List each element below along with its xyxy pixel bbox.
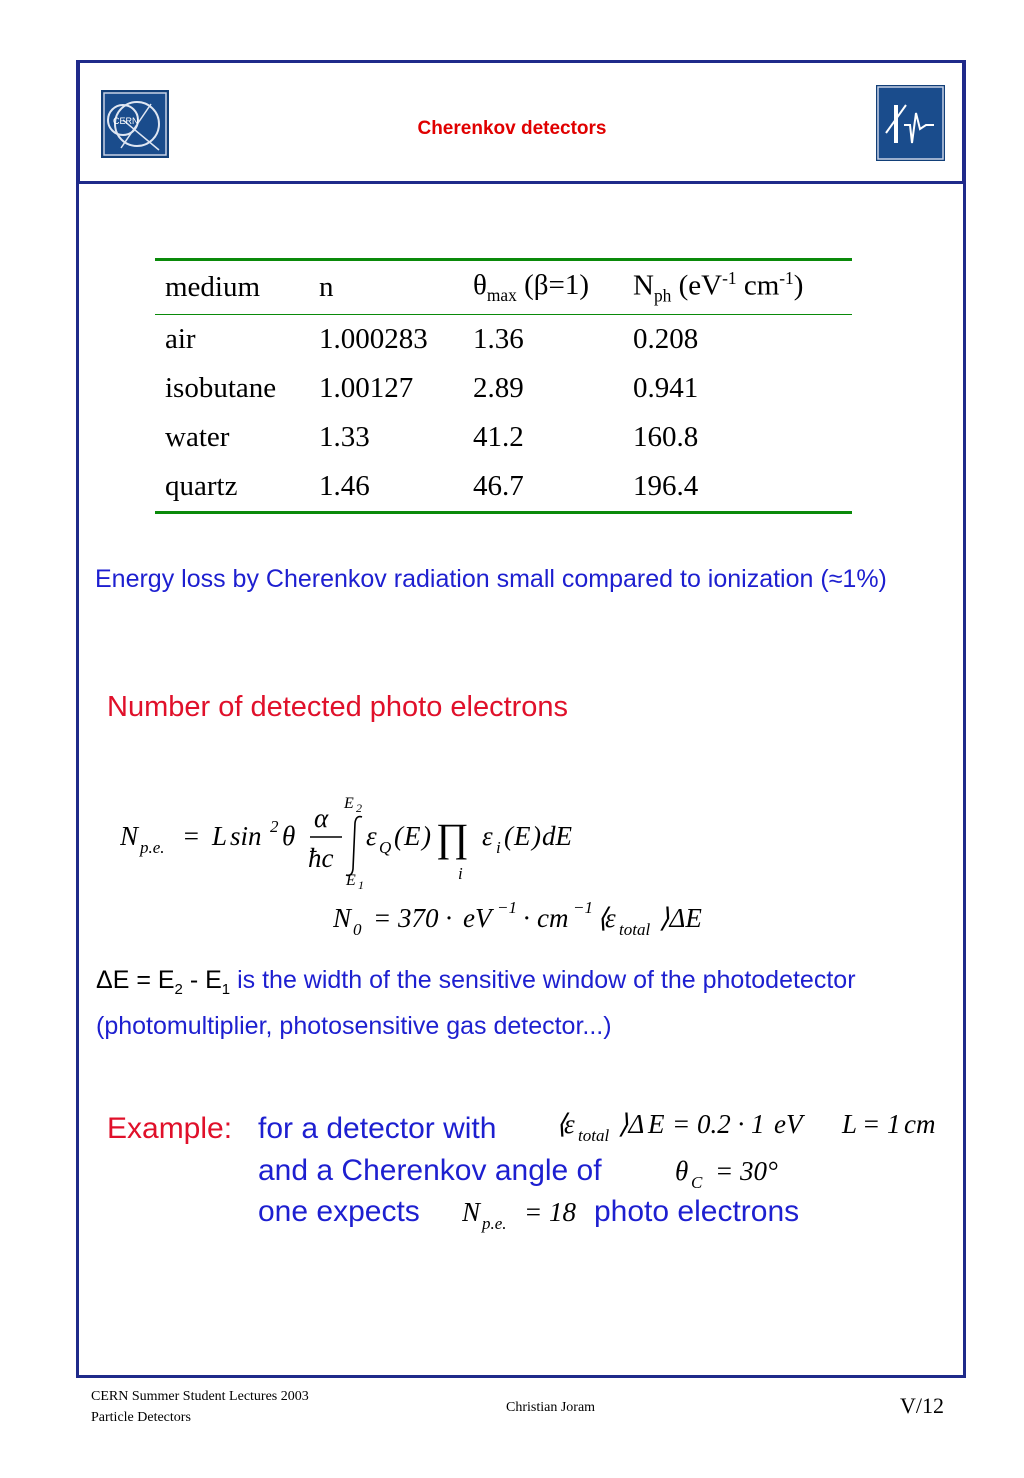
cell-medium: water: [165, 421, 230, 453]
svg-text:sin: sin: [230, 821, 262, 851]
cell-medium: isobutane: [165, 372, 277, 404]
svg-text:α: α: [314, 803, 329, 833]
cell-theta: 41.2: [473, 421, 524, 453]
svg-text:⟨: ⟨: [556, 1109, 567, 1139]
svg-text:p.e.: p.e.: [482, 1214, 507, 1233]
cell-theta: 2.89: [473, 372, 524, 404]
example-line-3-end: photo electrons: [594, 1195, 800, 1228]
cell-theta: 46.7: [473, 470, 524, 502]
energy-loss-text: Energy loss by Cherenkov radiation small compared to ionization (≈1%): [95, 565, 887, 593]
table-row: [155, 413, 852, 462]
svg-text:E: E: [404, 821, 421, 851]
example-formula-2: [675, 1152, 795, 1196]
svg-text:Q: Q: [379, 838, 392, 857]
header-n: n: [319, 271, 334, 303]
svg-text:L: L: [842, 1109, 858, 1139]
svg-text:∏: ∏: [436, 815, 469, 860]
svg-text:L: L: [212, 821, 228, 851]
svg-text:ħc: ħc: [308, 843, 334, 873]
svg-text:total: total: [578, 1126, 610, 1145]
cell-n: 1.33: [319, 421, 370, 453]
n0-formula: [333, 895, 733, 945]
cell-nph: 0.941: [633, 372, 699, 404]
footer-subject: Particle Detectors: [91, 1410, 191, 1425]
svg-text:eV: eV: [774, 1109, 803, 1139]
svg-text:⟩ΔE: ⟩ΔE: [659, 903, 702, 933]
svg-text:ε: ε: [564, 1109, 575, 1139]
cell-n: 1.000283: [319, 323, 428, 355]
svg-text:E: E: [346, 872, 356, 889]
cell-medium: air: [165, 323, 196, 355]
table-row: [155, 364, 852, 413]
svg-text:(: (: [394, 821, 403, 851]
svg-text:= 30°: = 30°: [715, 1156, 778, 1186]
cell-nph: 196.4: [633, 470, 699, 502]
photo-electrons-heading: Number of detected photo electrons: [107, 691, 569, 723]
svg-text:p.e.: p.e.: [140, 838, 165, 857]
footer-author: Christian Joram: [506, 1400, 596, 1415]
page-number: V/12: [900, 1393, 944, 1418]
svg-text:): ): [422, 821, 431, 851]
svg-text:=: =: [182, 821, 201, 851]
svg-text:ε: ε: [605, 903, 616, 933]
cell-nph: 0.208: [633, 323, 699, 355]
cell-nph: 160.8: [633, 421, 699, 453]
svg-text:·: ·: [523, 903, 530, 933]
svg-text:C: C: [691, 1173, 703, 1192]
cell-theta: 1.36: [473, 323, 524, 355]
svg-text:ε: ε: [482, 821, 493, 851]
delta-e-paragraph: [96, 962, 956, 1045]
cell-n: 1.46: [319, 470, 370, 502]
svg-text:⟨: ⟨: [597, 903, 608, 933]
svg-text:0: 0: [353, 920, 362, 939]
delta-e-description: is the width of the sensitive window of the photodetector (photomultiplier, photosensitive gas detector...): [96, 966, 856, 1040]
svg-text:cm: cm: [537, 903, 569, 933]
svg-text:(: (: [504, 821, 513, 851]
svg-text:i: i: [496, 838, 501, 857]
table-header-row: [155, 260, 852, 315]
refractive-index-table: [155, 258, 852, 514]
svg-text:= 370 ·: = 370 ·: [373, 903, 452, 933]
svg-text:total: total: [619, 920, 651, 939]
svg-text:ε: ε: [366, 821, 377, 851]
svg-text:= 18: = 18: [524, 1197, 576, 1227]
footer-left: [91, 1386, 309, 1428]
delta-e-expression: $\Delta E = E_2 - E_1$: [96, 966, 231, 998]
svg-text:CERN: CERN: [113, 116, 139, 126]
example-line-1: for a detector with: [258, 1112, 497, 1145]
cell-n: 1.00127: [319, 372, 414, 404]
svg-text:= 1: = 1: [862, 1109, 901, 1139]
svg-text:eV: eV: [463, 903, 492, 933]
npe-formula: [120, 785, 600, 895]
header-nph: $N_{ph}$ ($eV^{-1}$ $cm^{-1}$): [633, 268, 804, 306]
svg-text:E: E: [648, 1109, 665, 1139]
svg-text:θ: θ: [282, 821, 296, 851]
svg-text:θ: θ: [675, 1156, 689, 1186]
header-medium: medium: [165, 271, 261, 303]
svg-text:2: 2: [356, 801, 362, 815]
svg-text:−1: −1: [497, 898, 517, 917]
svg-text:E: E: [344, 795, 354, 812]
svg-text:cm: cm: [904, 1109, 936, 1139]
svg-text:⟩Δ: ⟩Δ: [618, 1109, 645, 1139]
svg-text:N: N: [462, 1197, 481, 1227]
svg-text:N: N: [333, 903, 352, 933]
example-line-2: and a Cherenkov angle of: [258, 1154, 602, 1187]
svg-text:): ): [532, 821, 541, 851]
detector-logo: [876, 85, 945, 161]
svg-text:dE: dE: [542, 821, 572, 851]
svg-text:−1: −1: [573, 898, 593, 917]
table-row: [155, 462, 852, 513]
header-theta-max: $\theta_{max}$ (β=1): [473, 269, 590, 305]
example-line-3: one expects: [258, 1195, 420, 1228]
svg-text:2: 2: [270, 817, 279, 836]
svg-text:= 0.2 · 1: = 0.2 · 1: [672, 1109, 765, 1139]
svg-text:E: E: [514, 821, 531, 851]
example-formula-1: [556, 1103, 956, 1147]
example-formula-3: [462, 1193, 592, 1237]
svg-text:N: N: [120, 821, 139, 851]
cell-medium: quartz: [165, 470, 238, 502]
svg-text:i: i: [458, 864, 463, 883]
svg-text:1: 1: [358, 878, 364, 892]
table-row: [155, 315, 852, 365]
footer-course: CERN Summer Student Lectures 2003: [91, 1389, 309, 1404]
page-title: Cherenkov detectors: [417, 118, 607, 139]
example-label: Example:: [107, 1112, 233, 1145]
